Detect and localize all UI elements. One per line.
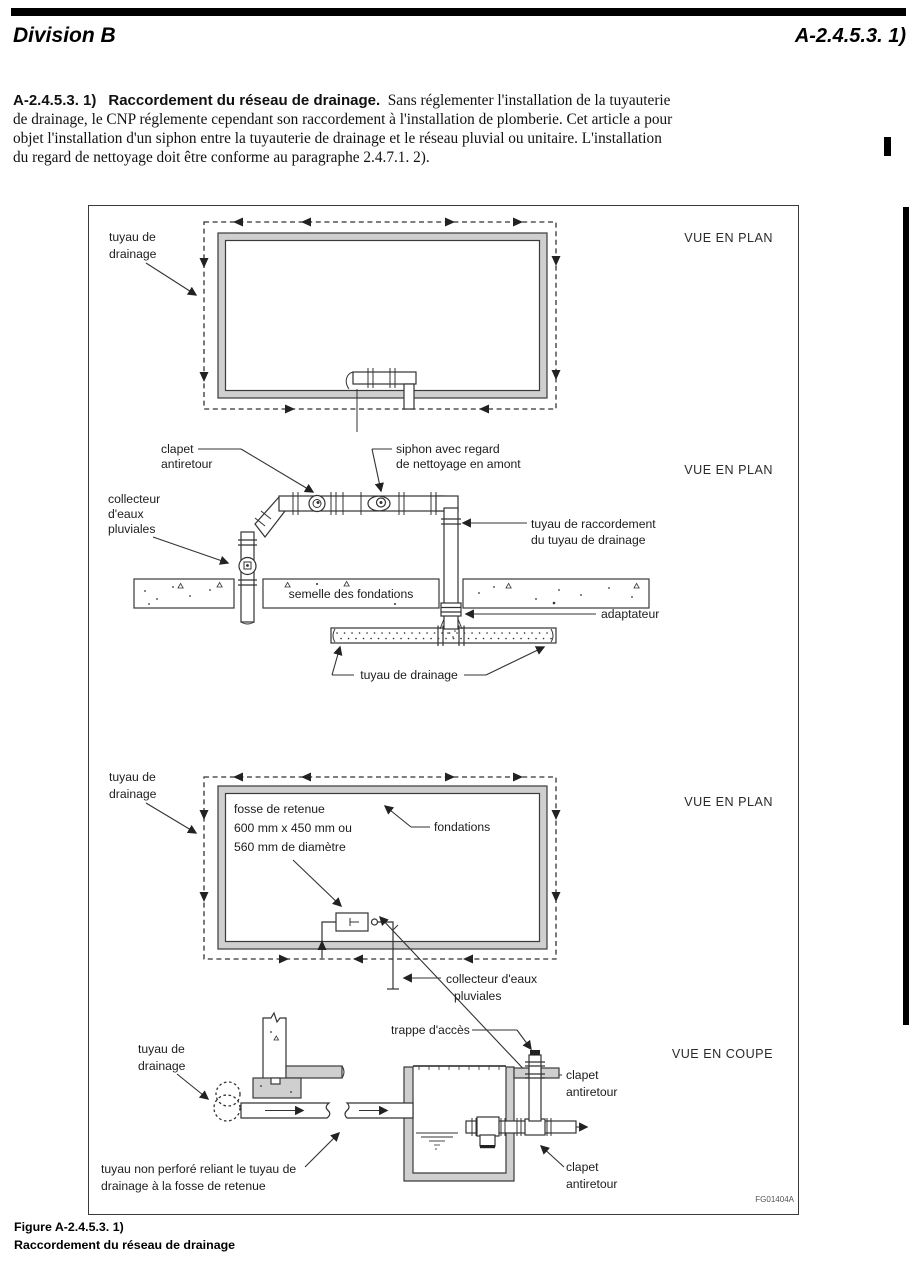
footing-block-center — [263, 579, 439, 608]
d2-clapet-label-2: antiretour — [161, 457, 213, 471]
d3-view-label: VUE EN PLAN — [684, 795, 773, 809]
d4-drain-pipe-leader — [177, 1074, 208, 1099]
d2-view-label: VUE EN PLAN — [684, 463, 773, 477]
d4-nonperf-leader — [305, 1133, 339, 1167]
figure-caption — [14, 1218, 235, 1254]
footing-block-left — [134, 579, 234, 608]
d1-view-label: VUE EN PLAN — [684, 231, 773, 245]
adapter-icon — [441, 603, 461, 616]
d2-raccordement-label-2: du tuyau de drainage — [531, 533, 646, 547]
d3-clapet-label-1: clapet — [566, 1068, 599, 1082]
paragraph-line-3: objet l'installation d'un siphon entre la tuyauterie de drainage et le réseau pluvial ou unitaire. L'installation — [13, 130, 662, 147]
header-article-ref: A-2.4.5.3. 1) — [794, 25, 906, 47]
footing-block-right — [463, 579, 649, 608]
access-cap-icon — [530, 1050, 540, 1055]
drop-elbow — [480, 1135, 495, 1146]
d4-view-label: VUE EN COUPE — [671, 1047, 773, 1061]
d2-clapet-label-1: clapet — [161, 442, 194, 456]
slab-right-1 — [514, 1068, 529, 1078]
figure-frame — [88, 205, 799, 1215]
slab-right-2 — [541, 1068, 559, 1078]
figure-code: FG01404A — [755, 1195, 794, 1204]
paragraph-line-1 — [13, 91, 893, 110]
trap-outlet-symbol — [346, 368, 416, 432]
diagram-2-piping — [108, 442, 773, 682]
diagram-4-section-view — [101, 1013, 795, 1204]
header-division: Division B — [13, 24, 116, 47]
d4-nonperf-label-2: drainage à la fosse de retenue — [101, 1179, 266, 1193]
pipe-segment-1 — [241, 1103, 330, 1118]
article-body-start: Sans réglementer l'installation de la tuyauterie — [387, 92, 671, 109]
access-riser — [525, 1050, 545, 1135]
figure-caption-line-2: Raccordement du réseau de drainage — [14, 1238, 236, 1252]
article-number: A-2.4.5.3. 1) — [13, 92, 97, 109]
d3-sump-label-2: 600 mm x 450 mm ou — [234, 821, 352, 835]
backwater-valve-icon — [309, 496, 325, 512]
d2-collector-label-1: collecteur — [108, 492, 161, 506]
d1-drain-pipe-label-1: tuyau de — [109, 230, 156, 244]
d3-check-valve-icon — [372, 919, 378, 925]
valve-body — [477, 1117, 499, 1136]
d2-drain-leader-left — [332, 647, 340, 675]
d3-clapet-label-2: antiretour — [566, 1085, 618, 1099]
article-paragraph — [13, 91, 893, 167]
d2-siphon-label-1: siphon avec regard — [396, 442, 500, 456]
d4-drain-pipe-label-1: tuyau de — [138, 1042, 185, 1056]
d2-collector-leader — [153, 537, 228, 563]
change-bar-short — [884, 137, 891, 156]
diagram-1-plan-view — [109, 218, 773, 433]
d2-adapter-label: adaptateur — [601, 607, 660, 621]
d3-foundations-label: fondations — [434, 820, 491, 834]
d4-drain-pipe-label-2: drainage — [138, 1059, 186, 1073]
paragraph-line-2: de drainage, le CNP réglemente cependant son raccordement à l'installation de plomberie. Cet article a pour — [13, 111, 673, 128]
foundation-band-inner — [226, 241, 540, 391]
connection-pipe — [438, 508, 464, 646]
pipe-segment-2 — [345, 1103, 413, 1118]
d2-drain-label: tuyau de drainage — [360, 668, 458, 682]
d1-drain-pipe-label-2: drainage — [109, 247, 157, 261]
d4-nonperf-label-1: tuyau non perforé reliant le tuyau de — [101, 1162, 297, 1176]
article-title: Raccordement du réseau de drainage. — [108, 92, 381, 109]
footing-label: semelle des fondations — [288, 587, 414, 601]
d3-collector-label-2: pluviales — [454, 989, 502, 1003]
d3-drain-pipe-label-1: tuyau de — [109, 770, 156, 784]
d2-siphon-label-2: de nettoyage en amont — [396, 457, 521, 471]
top-rule — [11, 8, 906, 16]
d3-sump-label-3: 560 mm de diamètre — [234, 840, 346, 854]
d2-collector-label-2: d'eaux — [108, 507, 144, 521]
perforated-pipe-section-icon — [214, 1082, 240, 1121]
d3-drain-pipe-leader — [146, 803, 196, 833]
d4-clapet-label-1: clapet — [566, 1160, 599, 1174]
d2-collector-label-3: pluviales — [108, 522, 156, 536]
d3-drain-pipe-label-2: drainage — [109, 787, 157, 801]
d2-raccordement-label-1: tuyau de raccordement — [531, 517, 656, 531]
figure-caption-line-1: Figure A-2.4.5.3. 1) — [14, 1220, 124, 1234]
d2-drain-leader-right — [486, 647, 544, 675]
trap-cleanout-icon — [368, 496, 390, 511]
d3-collector-label-1: collecteur d'eaux — [446, 972, 538, 986]
d4-clapet-leader — [541, 1146, 564, 1167]
water-level-icon — [416, 1133, 458, 1150]
wall-and-footing — [253, 1013, 344, 1098]
d4-trappe-leader — [517, 1030, 531, 1049]
d1-drain-pipe-leader — [146, 263, 196, 295]
figure-drawing — [89, 206, 797, 1213]
d3-sump-label-1: fosse de retenue — [234, 802, 325, 816]
horizontal-pipe-run — [279, 492, 458, 515]
d2-siphon-leader — [372, 449, 381, 491]
change-bar-tall — [903, 207, 909, 1025]
paragraph-line-4: du regard de nettoyage doit être conforme au paragraphe 2.4.7.1. 2). — [13, 149, 430, 166]
d4-clapet-label-2: antiretour — [566, 1177, 618, 1191]
d4-trappe-label: trappe d'accès — [391, 1023, 470, 1037]
d2-clapet-leader — [241, 449, 313, 492]
